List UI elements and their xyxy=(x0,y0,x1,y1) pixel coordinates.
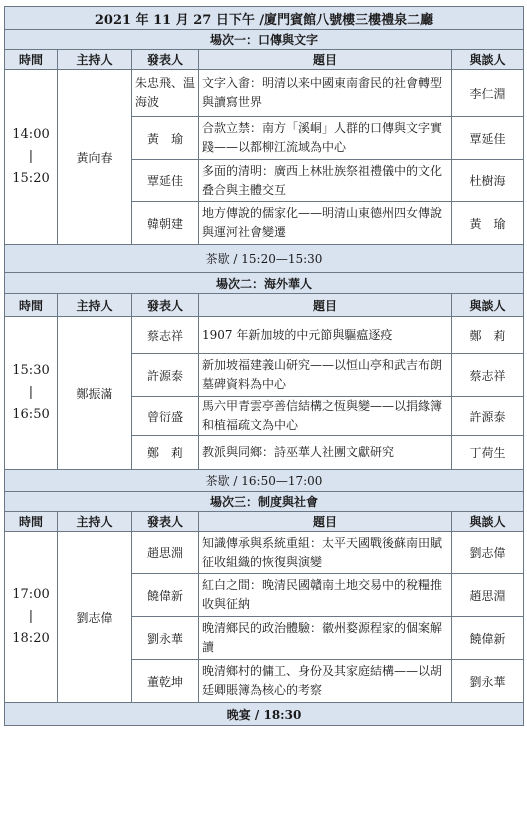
discussant-cell: 李仁淵 xyxy=(452,70,524,117)
title-cell: 紅白之間：晚清民國贛南土地交易中的稅糧推收與征納 xyxy=(199,574,452,617)
discussant-cell: 趙思淵 xyxy=(452,574,524,617)
title-cell: 馬六甲青雲亭善信結構之恆與變——以捐緣簿和植福疏文為中心 xyxy=(199,397,452,436)
time-start: 17:00 xyxy=(12,587,50,602)
time-cell xyxy=(5,70,58,245)
discussant-cell: 黃 瑜 xyxy=(452,202,524,245)
time-end: 16:50 xyxy=(12,407,50,422)
session-row xyxy=(5,317,524,354)
discussant-cell: 饒偉新 xyxy=(452,617,524,660)
time-separator: | xyxy=(28,609,34,624)
column-presenter: 發表人 xyxy=(132,294,199,317)
column-host: 主持人 xyxy=(58,50,132,70)
presenter-cell: 覃延佳 xyxy=(132,160,199,202)
discussant-cell: 蔡志祥 xyxy=(452,354,524,397)
discussant-cell: 鄭 莉 xyxy=(452,317,524,354)
presenter-cell: 黃 瑜 xyxy=(132,117,199,160)
title-cell: 多面的清明：廣西上林壯族祭祖禮儀中的文化叠合與主體交互 xyxy=(199,160,452,202)
break-label: 晚宴 / 18:30 xyxy=(5,703,524,726)
discussant-cell: 覃延佳 xyxy=(452,117,524,160)
presenter-cell: 鄭 莉 xyxy=(132,436,199,470)
session-row xyxy=(5,70,524,117)
time-separator: | xyxy=(28,385,34,400)
column-host: 主持人 xyxy=(58,512,132,532)
session-title: 場次二：海外華人 xyxy=(5,273,524,294)
title-cell: 1907 年新加坡的中元節與驅瘟逐疫 xyxy=(199,317,452,354)
time-start: 15:30 xyxy=(12,363,50,378)
time-start: 14:00 xyxy=(12,127,50,142)
column-time: 時間 xyxy=(5,294,58,317)
host-cell: 鄭振滿 xyxy=(58,317,132,470)
session-title: 場次一：口傳與文字 xyxy=(5,30,524,50)
column-title: 題目 xyxy=(199,294,452,317)
discussant-cell: 劉志偉 xyxy=(452,532,524,574)
host-cell: 黃向春 xyxy=(58,70,132,245)
column-time: 時間 xyxy=(5,512,58,532)
session-title: 場次三：制度與社會 xyxy=(5,492,524,512)
column-discussant: 與談人 xyxy=(452,512,524,532)
time-cell xyxy=(5,532,58,703)
header-row xyxy=(5,7,524,30)
column-title: 題目 xyxy=(199,50,452,70)
title-cell: 新加坡福建義山研究——以恒山亭和武吉布朗墓碑資料為中心 xyxy=(199,354,452,397)
presenter-cell: 朱忠飛、温海波 xyxy=(132,70,199,117)
presenter-cell: 韓朝建 xyxy=(132,202,199,245)
time-separator: | xyxy=(28,149,34,164)
host-cell: 劉志偉 xyxy=(58,532,132,703)
session-header xyxy=(5,30,524,50)
title-cell: 教派與同鄉：詩巫華人社團文獻研究 xyxy=(199,436,452,470)
break-row xyxy=(5,703,524,726)
column-discussant: 與談人 xyxy=(452,50,524,70)
time-end: 18:20 xyxy=(12,631,50,646)
column-time: 時間 xyxy=(5,50,58,70)
page-title: 2021 年 11 月 27 日下午 /廈門賓館八號樓三樓禮泉二廳 xyxy=(5,7,524,30)
schedule xyxy=(4,6,523,726)
presenter-cell: 饒偉新 xyxy=(132,574,199,617)
title-cell: 文字入畬：明清以来中國東南畬民的社會轉型與讀寫世界 xyxy=(199,70,452,117)
discussant-cell: 許源泰 xyxy=(452,397,524,436)
session-header xyxy=(5,273,524,294)
column-presenter: 發表人 xyxy=(132,512,199,532)
session-header xyxy=(5,492,524,512)
presenter-cell: 趙思淵 xyxy=(132,532,199,574)
column-header-row xyxy=(5,512,524,532)
presenter-cell: 蔡志祥 xyxy=(132,317,199,354)
title-cell: 晚清鄉村的傭工、身份及其家庭結構——以胡廷卿賬簿為核心的考察 xyxy=(199,660,452,703)
title-cell: 晚清鄉民的政治體驗：徽州婺源程家的個案解讀 xyxy=(199,617,452,660)
presenter-cell: 許源泰 xyxy=(132,354,199,397)
session-row xyxy=(5,532,524,574)
schedule-table xyxy=(4,6,524,726)
column-host: 主持人 xyxy=(58,294,132,317)
title-cell: 地方傳說的儒家化——明清山東德州四女傳說與運河社會變遷 xyxy=(199,202,452,245)
break-label: 茶歇 / 15:20—15:30 xyxy=(5,245,524,273)
column-title: 題目 xyxy=(199,512,452,532)
break-row xyxy=(5,245,524,273)
time-end: 15:20 xyxy=(12,171,50,186)
column-header-row xyxy=(5,294,524,317)
break-row xyxy=(5,470,524,492)
discussant-cell: 丁荷生 xyxy=(452,436,524,470)
title-cell: 知識傳承與系統重組：太平天國戰後蘇南田賦征收組織的恢復與演變 xyxy=(199,532,452,574)
title-cell: 合款立禁：南方「溪峒」人群的口傳與文字實踐——以都柳江流域為中心 xyxy=(199,117,452,160)
presenter-cell: 劉永華 xyxy=(132,617,199,660)
time-cell xyxy=(5,317,58,470)
column-presenter: 發表人 xyxy=(132,50,199,70)
column-header-row xyxy=(5,50,524,70)
column-discussant: 與談人 xyxy=(452,294,524,317)
presenter-cell: 曾衍盛 xyxy=(132,397,199,436)
break-label: 茶歇 / 16:50—17:00 xyxy=(5,470,524,492)
discussant-cell: 劉永華 xyxy=(452,660,524,703)
discussant-cell: 杜樹海 xyxy=(452,160,524,202)
presenter-cell: 董乾坤 xyxy=(132,660,199,703)
